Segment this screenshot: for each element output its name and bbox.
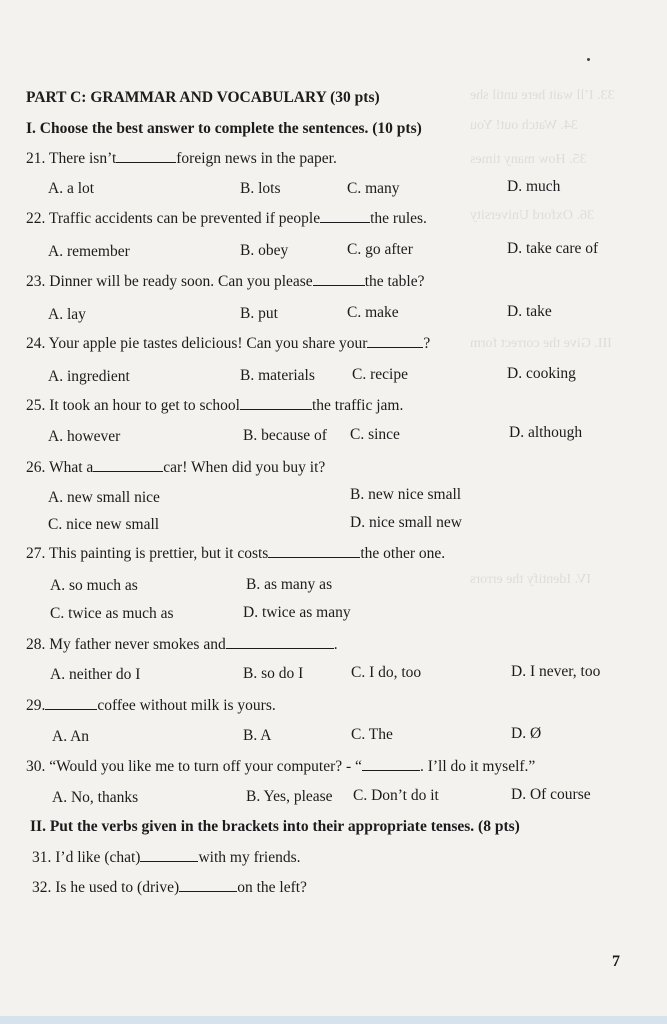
question-29 — [26, 697, 276, 715]
option-b[interactable]: B. as many as — [246, 576, 333, 593]
question-stem: 23. Dinner will be ready soon. Can you please — [26, 273, 313, 290]
option-c[interactable]: C. recipe — [352, 366, 408, 383]
question-stem: 31. I’d like (chat) — [32, 849, 141, 866]
question-stem: with my friends. — [198, 849, 301, 866]
option-a[interactable]: A. neither do I — [50, 666, 141, 683]
option-c[interactable]: C. I do, too — [351, 664, 422, 681]
question-stem: 28. My father never smokes and — [26, 636, 226, 653]
answer-blank[interactable] — [116, 150, 176, 163]
option-d[interactable]: D. Of course — [511, 786, 591, 803]
question-stem: the rules. — [370, 210, 427, 227]
option-c[interactable]: C. make — [347, 304, 399, 321]
answer-blank[interactable] — [140, 849, 198, 862]
option-d[interactable]: D. I never, too — [511, 663, 601, 680]
answer-blank[interactable] — [320, 210, 370, 223]
option-a[interactable]: A. a lot — [48, 180, 95, 197]
answer-blank[interactable] — [45, 697, 97, 710]
answer-blank[interactable] — [362, 758, 420, 771]
option-c[interactable]: C. The — [351, 726, 393, 743]
answer-blank[interactable] — [179, 879, 237, 892]
question-30 — [26, 758, 535, 776]
question-25 — [26, 397, 403, 415]
option-b[interactable]: B. because of — [243, 427, 327, 444]
question-21 — [26, 150, 337, 168]
option-b[interactable]: B. obey — [240, 242, 289, 259]
option-c[interactable]: C. go after — [347, 241, 413, 258]
option-b[interactable]: B. Yes, please — [246, 788, 333, 805]
option-d[interactable]: D. Ø — [511, 725, 542, 742]
part-title: PART C: GRAMMAR AND VOCABULARY (30 pts) — [26, 89, 380, 106]
question-stem: 25. It took an hour to get to school — [26, 397, 240, 414]
option-c[interactable]: C. Don’t do it — [353, 787, 439, 804]
question-stem: 21. There isn’t — [26, 150, 117, 167]
option-a[interactable]: A. so much as — [50, 577, 138, 594]
option-d[interactable]: D. nice small new — [350, 514, 462, 531]
bleed-through-texture: III. Give the correct form — [470, 336, 612, 351]
question-stem: on the left? — [237, 879, 307, 896]
question-stem: the traffic jam. — [311, 397, 404, 414]
answer-blank[interactable] — [93, 459, 163, 472]
option-d[interactable]: D. take — [507, 303, 552, 320]
option-d[interactable]: D. much — [507, 178, 561, 195]
option-a[interactable]: A. An — [52, 728, 90, 745]
question-stem: 27. This painting is prettier, but it costs — [26, 545, 269, 562]
question-stem: . — [333, 636, 338, 653]
option-a[interactable]: A. lay — [48, 306, 86, 323]
option-b[interactable]: B. materials — [240, 367, 315, 384]
option-a[interactable]: A. ingredient — [48, 368, 130, 385]
option-a[interactable]: A. new small nice — [48, 489, 160, 506]
answer-blank[interactable] — [268, 545, 360, 558]
option-b[interactable]: B. so do I — [243, 665, 304, 682]
question-stem: ? — [423, 335, 431, 352]
option-b[interactable]: B. new nice small — [350, 486, 462, 503]
option-a[interactable]: A. No, thanks — [52, 789, 139, 806]
question-23 — [26, 273, 425, 291]
question-27 — [26, 545, 445, 563]
question-stem: coffee without milk is yours. — [97, 697, 276, 714]
option-d[interactable]: D. take care of — [507, 240, 599, 257]
bleed-through-texture: 34. Watch out! You — [470, 118, 578, 133]
question-stem: car! When did you buy it? — [163, 459, 326, 476]
option-b[interactable]: B. put — [240, 305, 278, 322]
question-26 — [26, 459, 325, 477]
bottom-edge — [0, 1016, 667, 1024]
option-a[interactable]: A. however — [48, 428, 121, 445]
bleed-through-texture: 36. Oxford University — [470, 208, 595, 223]
answer-blank[interactable] — [226, 636, 334, 649]
question-stem: 30. “Would you like me to turn off your computer? - “ — [26, 758, 362, 775]
question-stem: 32. Is he used to (drive) — [32, 879, 180, 896]
option-b[interactable]: B. lots — [240, 180, 281, 197]
question-stem: 24. Your apple pie tastes delicious! Can you share your — [26, 335, 368, 352]
option-a[interactable]: A. remember — [48, 243, 130, 260]
question-stem: the table? — [364, 273, 425, 290]
question-22 — [26, 210, 427, 228]
question-28 — [26, 636, 338, 654]
option-d[interactable]: D. cooking — [507, 365, 576, 382]
answer-blank[interactable] — [240, 397, 312, 410]
answer-blank[interactable] — [313, 273, 365, 286]
section-title: I. Choose the best answer to complete the sentences. (10 pts) — [26, 120, 422, 137]
option-d[interactable]: D. although — [509, 424, 583, 441]
question-stem: the other one. — [360, 545, 446, 562]
question-32 — [32, 879, 307, 897]
answer-blank[interactable] — [367, 335, 423, 348]
question-stem: . I’ll do it myself.” — [419, 758, 536, 775]
section-title: II. Put the verbs given in the brackets into their appropriate tenses. (8 pts) — [30, 818, 520, 835]
option-b[interactable]: B. A — [243, 727, 272, 744]
option-c[interactable]: C. many — [347, 180, 400, 197]
option-d[interactable]: D. twice as many — [243, 604, 351, 621]
question-stem: 26. What a — [26, 459, 94, 476]
option-c[interactable]: C. nice new small — [48, 516, 160, 533]
question-31 — [32, 849, 301, 867]
bleed-through-texture: 33. I’ll wait here until she — [470, 88, 615, 103]
question-24 — [26, 335, 430, 353]
page-number: 7 — [612, 953, 620, 970]
option-c[interactable]: C. since — [350, 426, 400, 443]
bleed-through-texture: IV. Identify the errors — [470, 572, 592, 587]
question-stem: 22. Traffic accidents can be prevented if people — [26, 210, 321, 227]
bleed-through-texture: 35. How many times — [470, 152, 587, 167]
question-stem: 29. — [26, 697, 46, 714]
question-stem: foreign news in the paper. — [176, 150, 337, 167]
speck — [587, 58, 590, 61]
option-c[interactable]: C. twice as much as — [50, 605, 174, 622]
